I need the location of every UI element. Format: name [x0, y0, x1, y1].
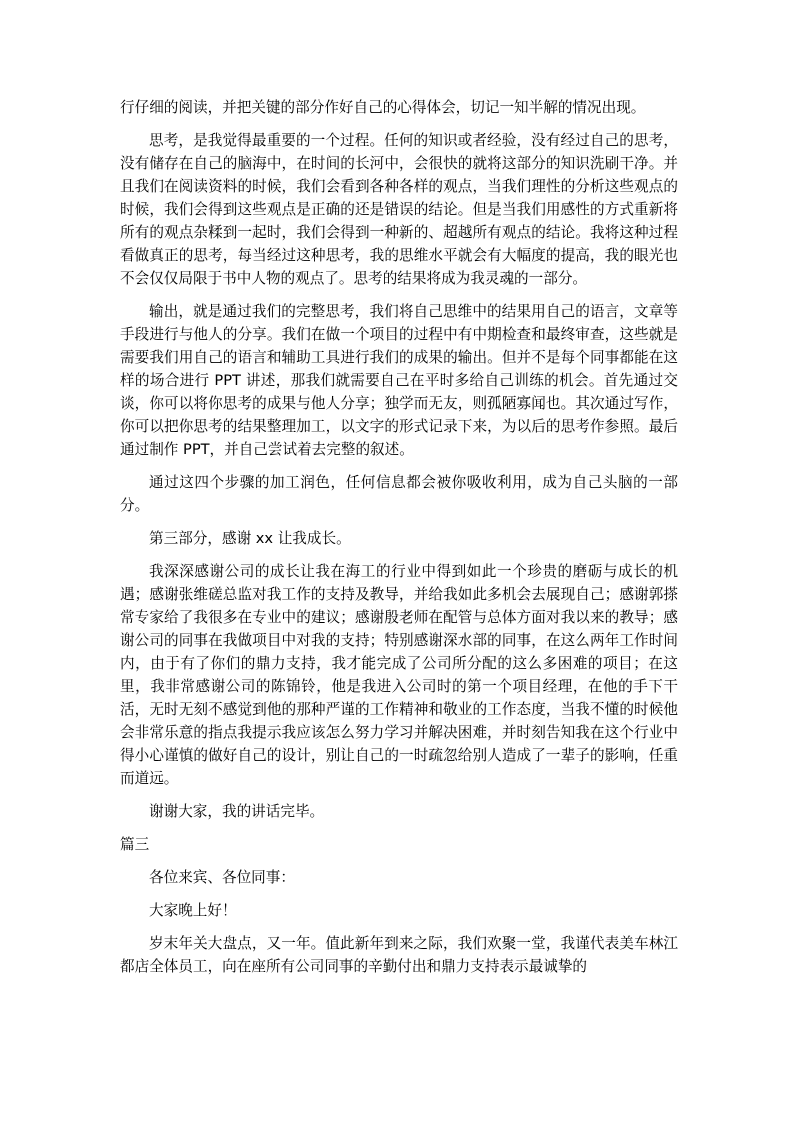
section-heading: 篇三 [120, 836, 150, 853]
paragraph-part-three: 第三部分，感谢 xx 让我成长。 [149, 530, 351, 547]
paragraph-gratitude: 我深深感谢公司的成长让我在海工的行业中得到如此一个珍贵的磨砺与成长的机遇；感谢张维磋总监对我工作的支持及教导，并给我如此多机会去展现自己；感谢郭搽常专家给了我很多在专业中的建议；感谢殷老师在配管与总体方面对我以来的教导；感谢公司的同事在我做项目中对我的支持；特别感谢深水部的同事，在这么两年工作时间内，由于有了你们的鼎力支持，我才能完成了公司所分配的这么多困难的项目；在这里，我非常感谢公司的陈锦铃，他是我进入公司时的第一个项目经理，在他的手下干活，无时无刻不感觉到他的那种严谨的工作精神和敬业的工作态度，当我不懂的时候他会非常乐意的指点我提示我应该怎么努力学习并解决困难，并时刻告知我在这个行业中得小心谨慎的做好自己的设计，别让自己的一时疏忽给别人造成了一辈子的影响，任重而道远。 [120, 563, 678, 787]
paragraph-salutation: 各位来宾、各位同事： [149, 869, 295, 886]
paragraph-greeting: 大家晚上好！ [149, 902, 237, 919]
paragraph-thinking: 思考，是我觉得最重要的一个过程。任何的知识或者经验，没有经过自己的思考，没有储存在自己的脑海中，在时间的长河中，会很快的就将这部分的知识洗刷干净。并且我们在阅读资料的时候，我们会看到各种各样的观点，当我们理性的分析这些观点的时候，我们会得到这些观点是正确的还是错误的结论。但是当我们用感性的方式重新将所有的观点杂糅到一起时，我们会得到一种新的、超越所有观点的结论。我将这种过程看做真正的思考，每当经过这种思考，我的思维水平就会有大幅度的提高，我的眼光也不会仅仅局限于书中人物的观点了。思考的结果将成为我灵魂的一部分。 [120, 132, 678, 287]
paragraph-year-end: 岁末年关大盘点，又一年。值此新年到来之际，我们欢聚一堂，我谨代表美车林江都店全体员工，向在座所有公司同事的辛勤付出和鼎力支持表示最诚挚的 [120, 935, 678, 975]
paragraph-continuation: 行仔细的阅读，并把关键的部分作好自己的心得体会，切记一知半解的情况出现。 [120, 99, 646, 116]
paragraph-four-steps: 通过这四个步骤的加工润色，任何信息都会被你吸收利用，成为自己头脑的一部分。 [120, 474, 678, 514]
paragraph-closing: 谢谢大家，我的讲话完毕。 [149, 803, 325, 820]
paragraph-output: 输出，就是通过我们的完整思考，我们将自己思维中的结果用自己的语言，文章等手段进行与他人的分享。我们在做一个项目的过程中有中期检查和最终审查，这些就是需要我们用自己的语言和辅助工具进行我们的成果的输出。但并不是每个同事都能在这样的场合进行 PPT 讲述，那我们就需要自己在平时多给自己训练的机会。首先通过交谈，你可以将你思考的成果与他人分享；独学而无友，则孤陋寡闻也。其次通过写作，你可以把你思考的结果整理加工，以文字的形式记录下来，为以后的思考作参照。最后通过制作 PPT，并自己尝试着去完整的叙述。 [120, 303, 678, 458]
